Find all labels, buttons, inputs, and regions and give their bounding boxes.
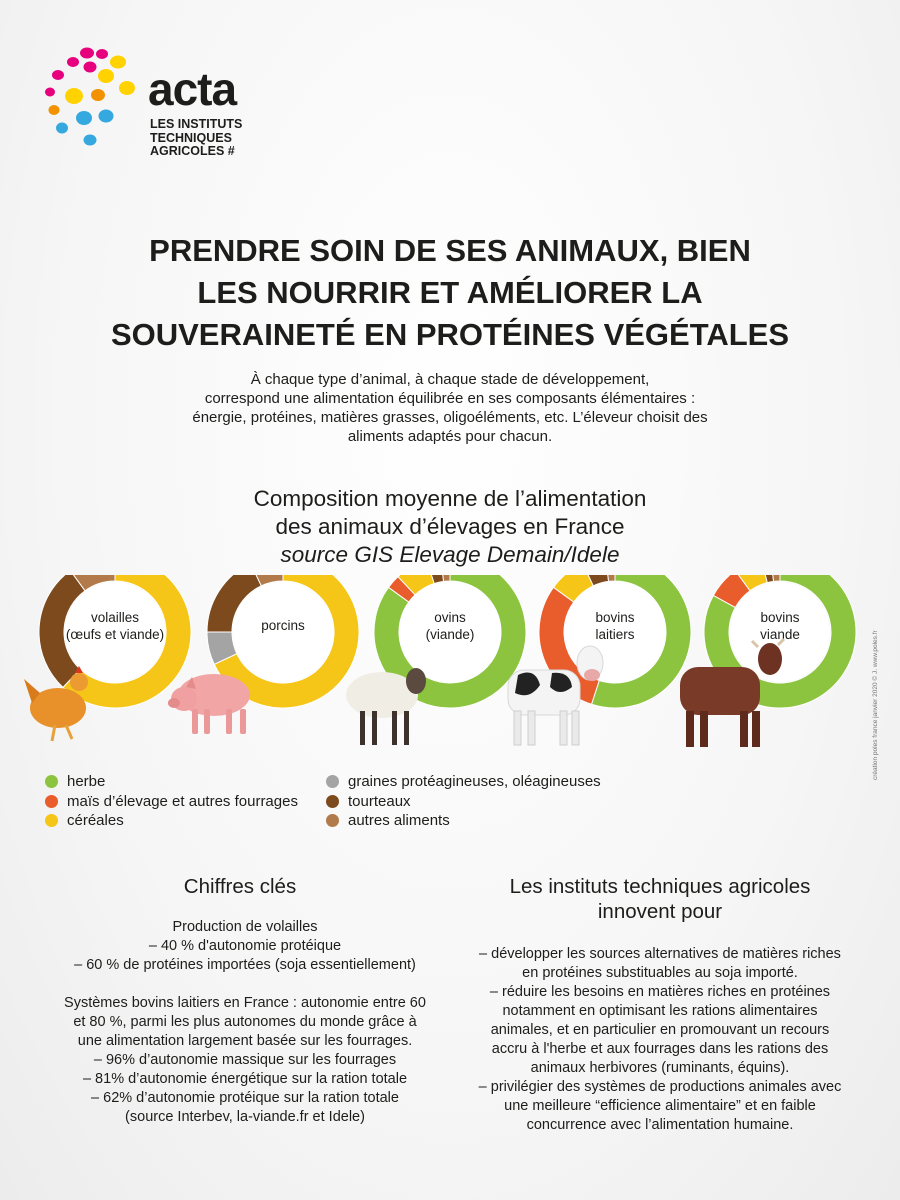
legend-swatch: [45, 795, 58, 808]
page-title: PRENDRE SOIN DE SES ANIMAUX, BIEN LES NOURRIR ET AMÉLIORER LA SOUVERAINETÉ EN PROTÉINES VÉGÉTALES: [110, 233, 790, 352]
legend-swatch: [326, 795, 339, 808]
chart-title: Composition moyenne de l’alimentation des animaux d’élevages en France source GIS Elevage Demain/Idele: [150, 485, 750, 569]
intro-text: À chaque type d’animal, à chaque stade de développement, correspond une alimentation équilibrée en ses composants élémentaires : énergie, protéines, matières grasses, oligoéléments, etc. L’éleveur choisit des aliments adaptés pour chacun.: [192, 371, 708, 445]
legend-swatch: [45, 814, 58, 827]
donut-charts: [0, 575, 900, 775]
logo-name: acta: [148, 63, 237, 115]
donut-label: (œufs et viande): [65, 627, 165, 642]
donut-label: viande: [760, 627, 800, 642]
pig-icon: [168, 674, 250, 734]
legend-swatch: [326, 814, 339, 827]
chiffres-title: Chiffres clés: [183, 875, 297, 898]
chiffres-text: Production de volailles – 40 % d'autonomie protéique – 60 % de protéines importées (soja essentiellement) Systèmes bovins laitiers en France : autonomie entre 60 et 80 %, parmi les plus autonomes du monde grâce à une alimentation largement basée sur les fourrages. – 96% d’autonomie massique sur les fourrages – 81% d’autonomie énergétique sur la ration totale – 62% d’autonomie protéique sur la ration totale (source Interbev, la-viande.fr et Idele): [64, 919, 426, 1125]
donut-label: porcins: [261, 618, 305, 633]
innovent-title: Les instituts techniques agricoles innovent pour: [509, 875, 811, 923]
legend-item: maïs d’élevage et autres fourrages: [45, 792, 298, 812]
donut-label: bovins: [595, 610, 635, 625]
legend-left: [45, 772, 298, 831]
logo-subtitle: LES INSTITUTS TECHNIQUES AGRICOLES #: [150, 117, 243, 158]
legend-swatch: [45, 775, 58, 788]
legend-item: tourteaux: [326, 792, 601, 812]
legend-item: graines protéagineuses, oléagineuses: [326, 772, 601, 792]
legend-right: [326, 772, 601, 831]
logo-dots-icon: [40, 40, 140, 160]
sheep-icon: [346, 668, 426, 745]
donut-1: [39, 575, 191, 708]
legend-item: herbe: [45, 772, 298, 792]
legend-item: autres aliments: [326, 811, 601, 831]
legend-swatch: [326, 775, 339, 788]
legend-item: céréales: [45, 811, 298, 831]
donut-label: (viande): [425, 627, 475, 642]
credit-text: création poles france janvier 2020 © J. www.poles.fr: [872, 630, 879, 780]
acta-logo: [40, 40, 270, 160]
donut-label: laitiers: [595, 627, 635, 642]
innovent-text: – développer les sources alternatives de matières riches en protéines substituables au soja importé. – réduire les besoins en matières riches en protéines notamment en optimisant les rations alimentaires animales, et en particulier en promouvant un recours accru à l'herbe et aux fourrages dans les rations des animaux herbivores (ruminants, équins). – privilégier des systèmes de productions animales avec une meilleure “efficience alimentaire” et en faible concurrence avec l’alimentation humaine.: [478, 946, 842, 1133]
donut-label: bovins: [760, 610, 800, 625]
chart-source: source GIS Elevage Demain/Idele: [280, 542, 620, 567]
donut-label: volailles: [90, 610, 140, 625]
donut-label: ovins: [434, 610, 466, 625]
